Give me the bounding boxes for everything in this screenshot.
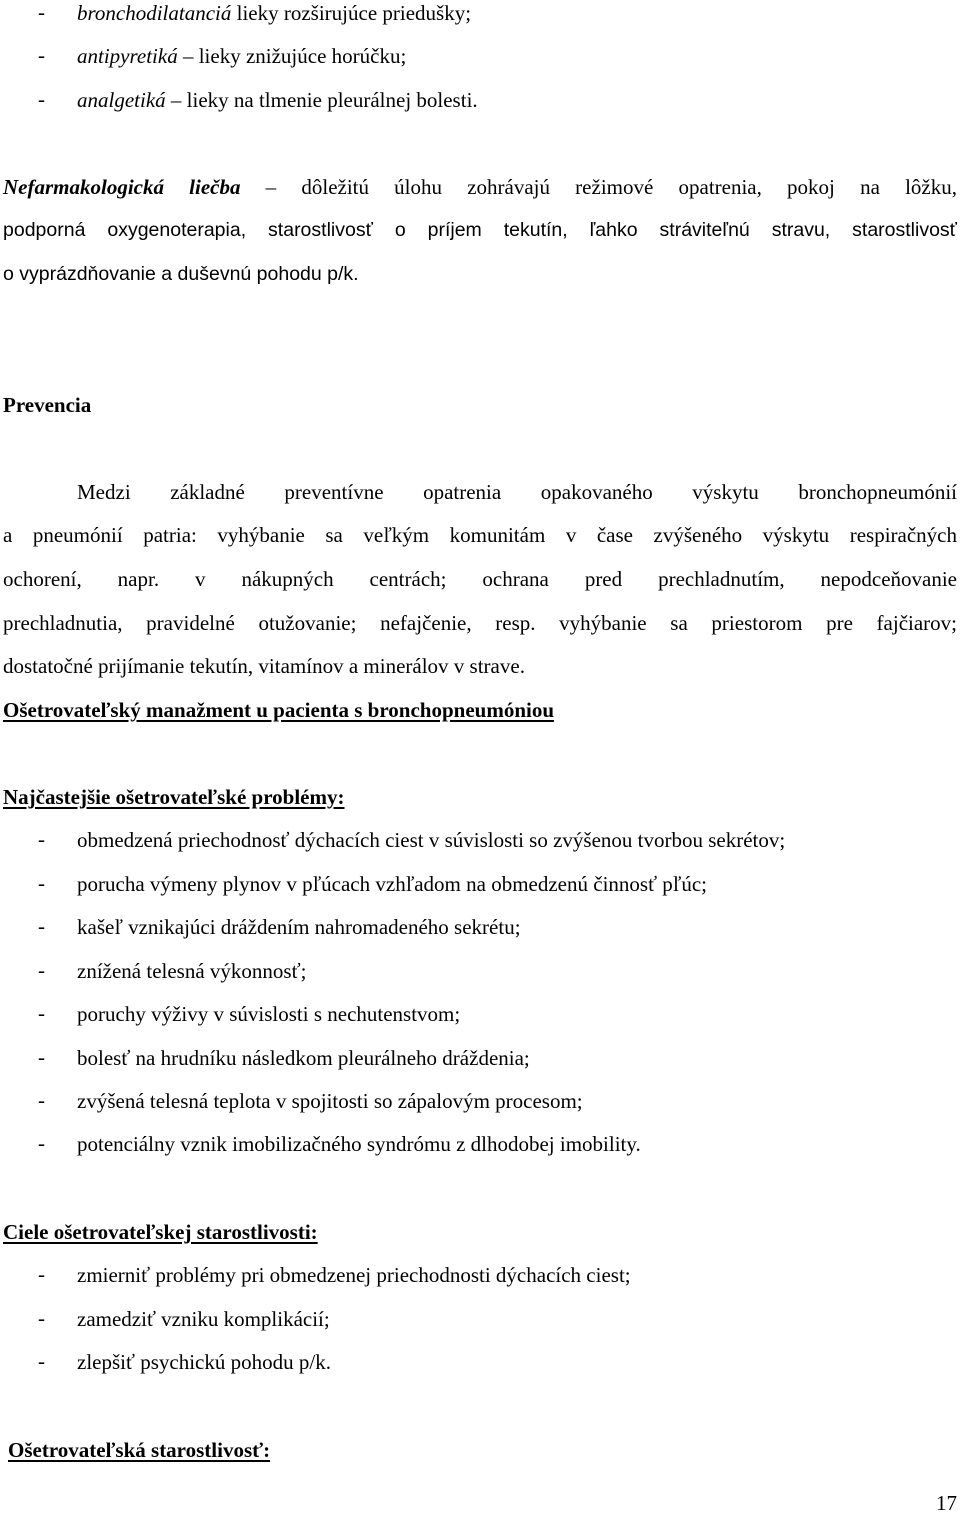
goal-item: zamedziť vzniku komplikácií; — [77, 1307, 330, 1331]
nonpharm-line-2: podporná oxygenoterapia, starostlivosť o príjem tekutín, ľahko stráviteľnú stravu, starostlivosť — [3, 219, 957, 241]
item-text: – lieky znižujúce horúčku; — [177, 44, 407, 68]
problems-heading: Najčastejšie ošetrovateľské problémy: — [3, 785, 345, 809]
goal-item: zmierniť problémy pri obmedzenej priechodnosti dýchacích ciest; — [77, 1263, 631, 1287]
problem-item: obmedzená priechodnosť dýchacích ciest v súvislosti so zvýšenou tvorbou sekrétov; — [77, 828, 786, 852]
prevention-heading: Prevencia — [3, 393, 92, 417]
problem-item: potenciálny vznik imobilizačného syndrómu z dlhodobej imobility. — [77, 1132, 641, 1156]
goals-heading: Ciele ošetrovateľskej starostlivosti: — [3, 1220, 318, 1244]
term: bronchodilatanciá — [77, 1, 232, 25]
care-heading: Ošetrovateľská starostlivosť: — [8, 1438, 271, 1462]
nonpharm-line-3: o vyprázdňovanie a duševnú pohodu p/k. — [3, 263, 359, 285]
problem-item: zvýšená telesná teplota v spojitosti so zápalovým procesom; — [77, 1089, 583, 1113]
top-list-item — [77, 43, 406, 69]
top-list-item — [77, 0, 471, 26]
list-dash: - — [38, 1349, 45, 1373]
list-dash: - — [38, 827, 45, 851]
problem-item: porucha výmeny plynov v pľúcach vzhľadom na obmedzenú činnosť pľúc; — [77, 872, 707, 896]
item-text: lieky rozširujúce priedušky; — [231, 1, 472, 25]
list-dash: - — [38, 871, 45, 895]
page-number: 17 — [936, 1491, 957, 1515]
prevention-line: Medzi základné preventívne opatrenia opakovaného výskytu bronchopneumónií — [77, 480, 957, 504]
problem-item: znížená telesná výkonnosť; — [77, 959, 307, 983]
goal-item: zlepšiť psychickú pohodu p/k. — [77, 1350, 331, 1374]
list-dash: - — [38, 1045, 45, 1069]
prevention-line: dostatočné prijímanie tekutín, vitamínov a minerálov v strave. — [3, 654, 525, 678]
list-dash: - — [38, 43, 45, 67]
nonpharm-text: – dôležitú úlohu zohrávajú režimové opatrenia, pokoj na lôžku, — [240, 175, 957, 199]
term: antipyretiká — [77, 44, 178, 68]
list-dash: - — [38, 1088, 45, 1112]
term: analgetiká — [77, 88, 166, 112]
problem-item: kašeľ vznikajúci dráždením nahromadeného sekrétu; — [77, 915, 521, 939]
list-dash: - — [38, 1131, 45, 1155]
list-dash: - — [38, 1306, 45, 1330]
management-heading: Ošetrovateľský manažment u pacienta s bronchopneumóniou — [3, 698, 555, 722]
top-list-item — [77, 87, 478, 113]
list-dash: - — [38, 0, 45, 24]
nonpharm-term: Nefarmakologická liečba — [3, 175, 241, 199]
list-dash: - — [38, 914, 45, 938]
list-dash: - — [38, 87, 45, 111]
prevention-line: a pneumónií patria: vyhýbanie sa veľkým komunitám v čase zvýšeného výskytu respiračných — [3, 523, 957, 547]
list-dash: - — [38, 1262, 45, 1286]
prevention-line: prechladnutia, pravidelné otužovanie; nefajčenie, resp. vyhýbanie sa priestorom pre fajčiarov; — [3, 611, 957, 635]
prevention-line: ochorení, napr. v nákupných centrách; ochrana pred prechladnutím, nepodceňovanie — [3, 567, 957, 591]
list-dash: - — [38, 958, 45, 982]
list-dash: - — [38, 1001, 45, 1025]
item-text: – lieky na tlmenie pleurálnej bolesti. — [165, 88, 478, 112]
problem-item: bolesť na hrudníku následkom pleurálneho dráždenia; — [77, 1046, 530, 1070]
problem-item: poruchy výživy v súvislosti s nechutenstvom; — [77, 1002, 461, 1026]
nonpharm-line-1 — [3, 174, 957, 200]
